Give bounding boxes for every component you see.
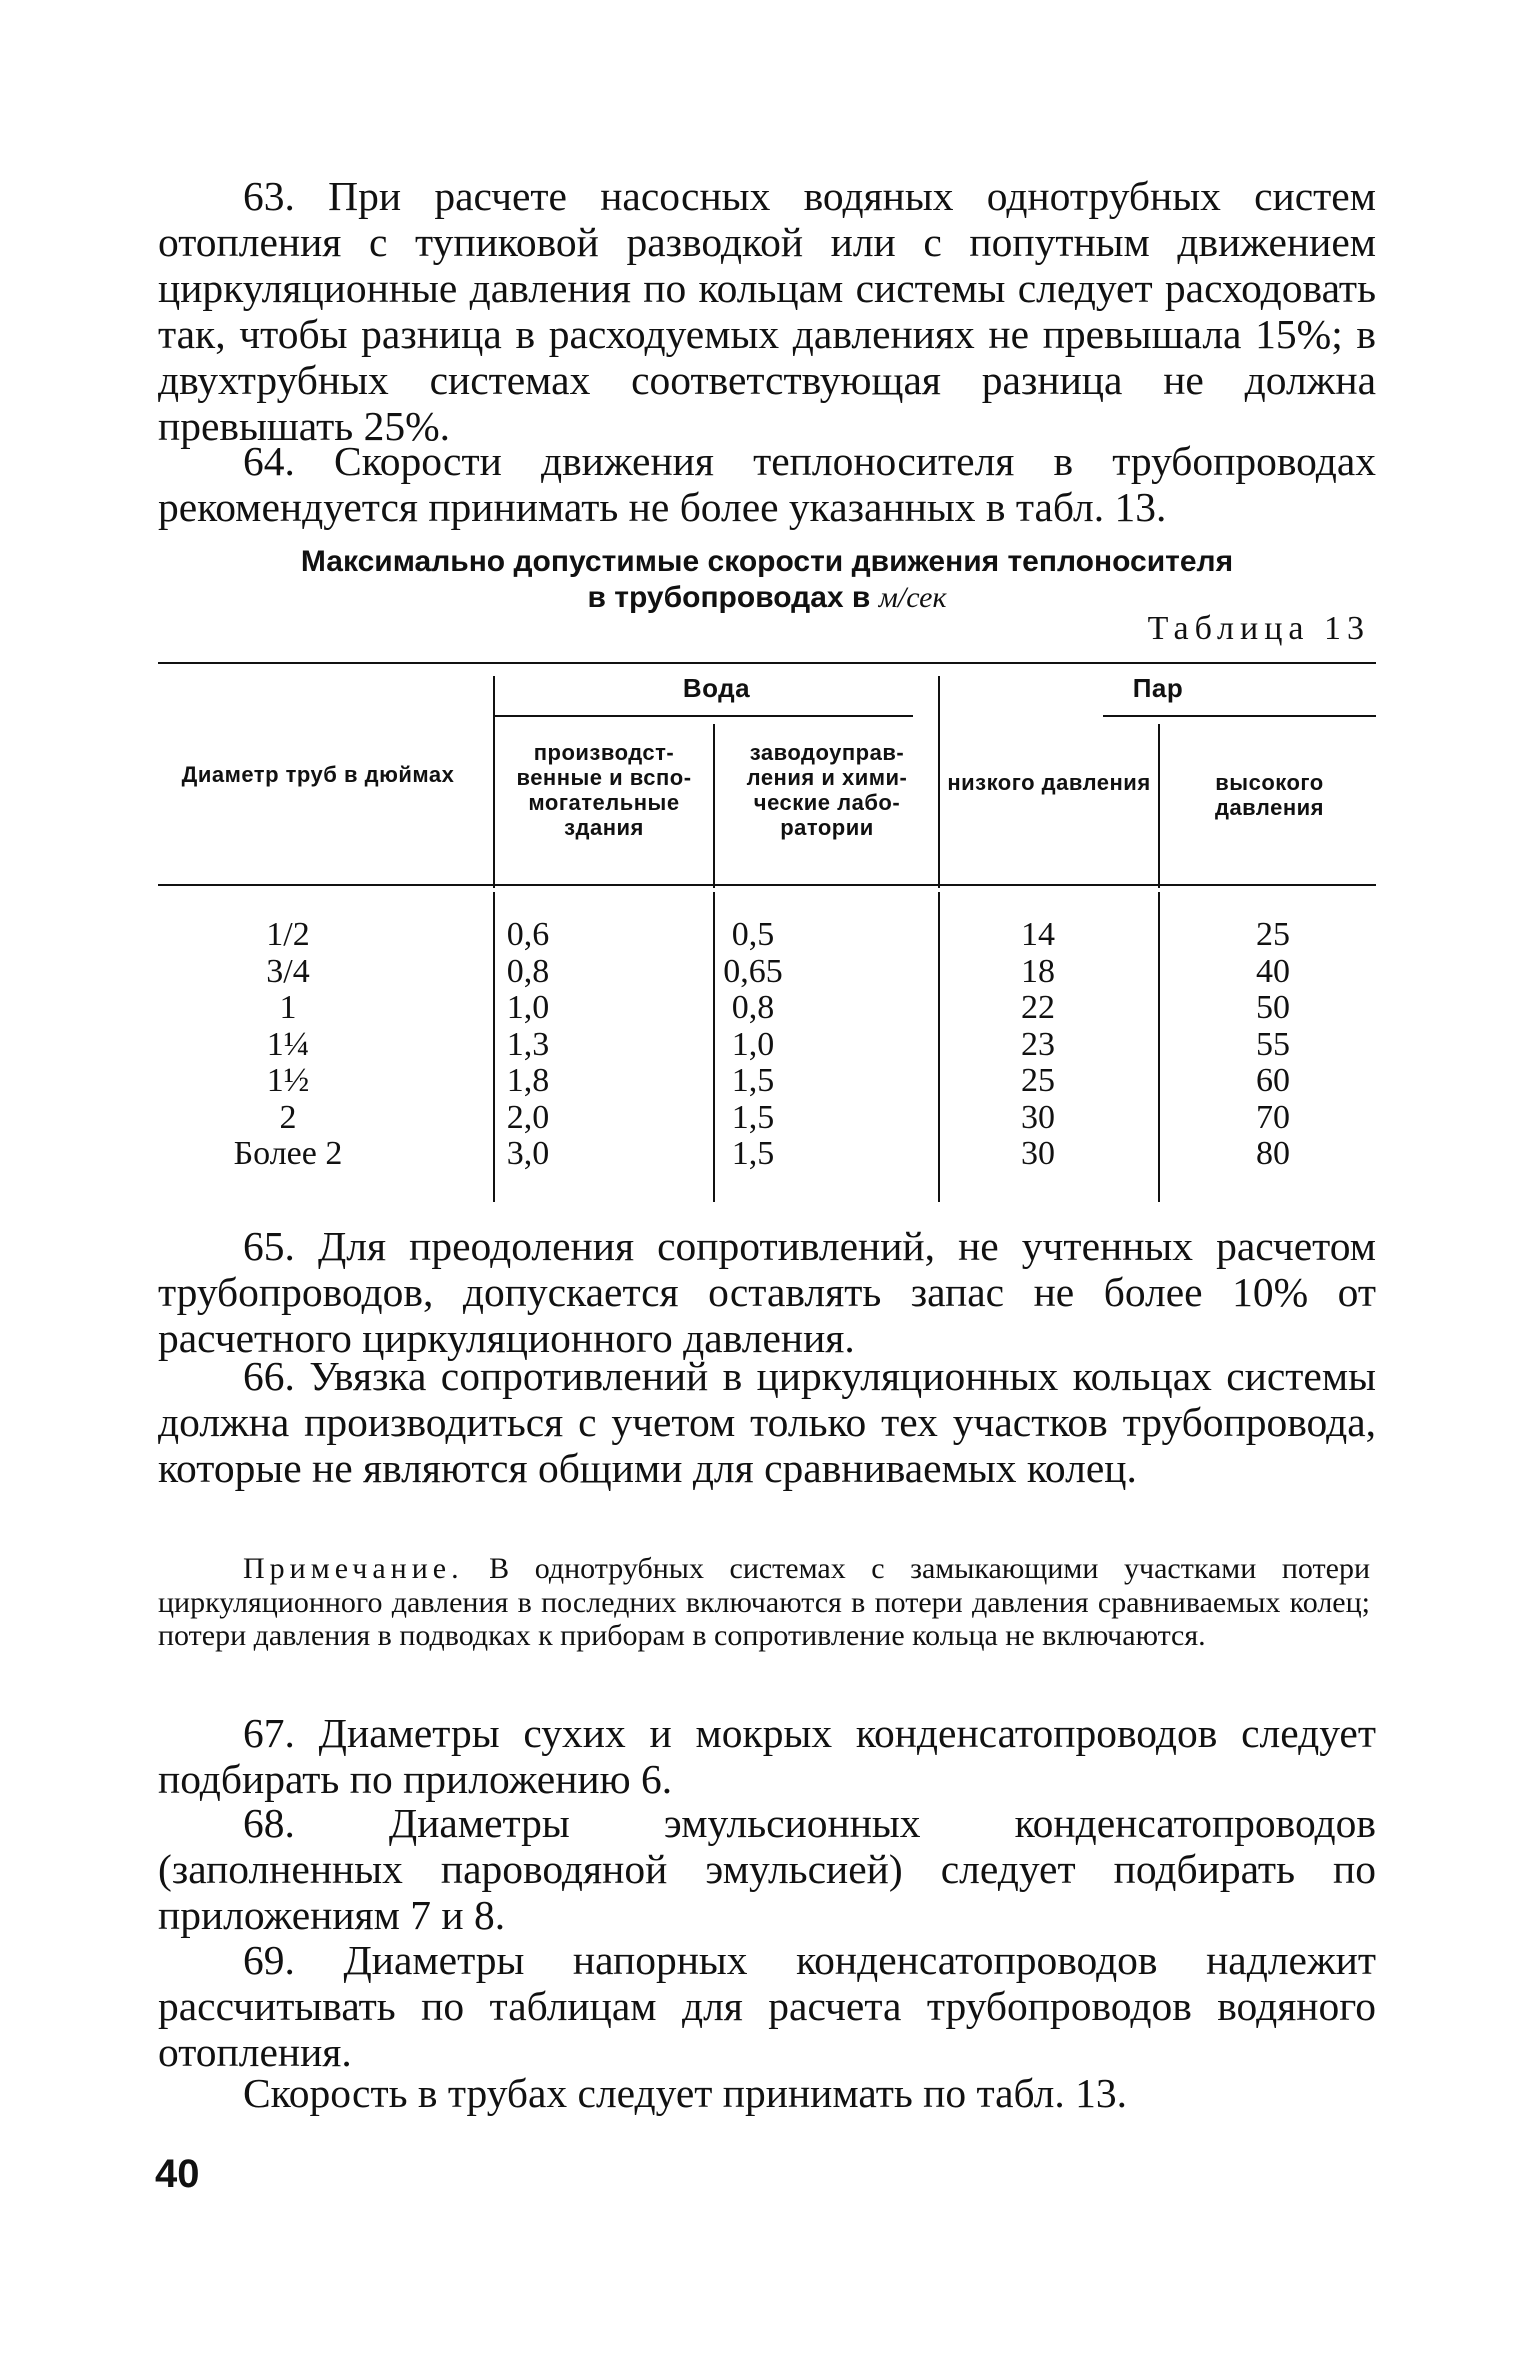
table-cell: 3,0	[506, 1135, 550, 1172]
table-cell: 70	[1256, 1098, 1290, 1136]
table-cell: 1,8	[506, 1062, 550, 1099]
steam-group-rule	[1103, 715, 1376, 717]
header-bottom-rule	[158, 884, 1376, 886]
table-cell: 1¼	[266, 1025, 310, 1063]
paragraph-speed: Скорость в трубах следует принимать по табл. 13.	[243, 2070, 1127, 2116]
table-cell: 1/2	[266, 916, 310, 953]
table-cell: 1,3	[506, 1025, 550, 1063]
water-group-rule	[493, 715, 913, 717]
column-plant	[698, 917, 808, 1173]
paragraph-64: 64. Скорости движения теплоносителя в трубопроводах рекомендуется принимать не более указанных в табл. 13.	[158, 438, 1376, 530]
col-divider-3-body	[938, 892, 940, 1202]
table-cell: 25	[1021, 1062, 1055, 1099]
table-cell: 0,65	[723, 952, 783, 990]
table-cell: 0,8	[731, 989, 775, 1026]
table-cell: 14	[1021, 916, 1055, 953]
table-cell: 80	[1256, 1135, 1290, 1172]
column-steam-low	[993, 917, 1083, 1173]
column-steam-high	[1228, 917, 1318, 1173]
table-cell: 1½	[266, 1062, 310, 1099]
header-diameter: Диаметр труб в дюймах	[181, 762, 455, 787]
col-divider-3	[938, 676, 940, 888]
header-production: производст-венные и вспо-могательные здания	[516, 740, 692, 840]
table-cell: 1,5	[731, 1135, 775, 1172]
velocity-table	[158, 662, 1376, 1202]
table-number: Таблица 13	[1147, 610, 1370, 647]
col-divider-4	[1158, 724, 1160, 888]
note	[158, 1552, 1370, 1653]
table-cell: 0,5	[731, 916, 775, 953]
header-plant: заводоуправ-ления и хими-ческие лабо-ратории	[746, 740, 908, 840]
table-title: Максимально допустимые скорости движения теплоносителя в трубопроводах в м/сек	[300, 545, 1234, 614]
table-cell: 40	[1256, 952, 1290, 990]
col-divider-1	[493, 676, 495, 888]
table-cell: 2	[279, 1098, 297, 1136]
header-steam: Пар	[1132, 673, 1184, 703]
col-divider-4-body	[1158, 892, 1160, 1202]
paragraph-67: 67. Диаметры сухих и мокрых конденсатопроводов следует подбирать по приложению 6.	[158, 1710, 1376, 1802]
table-cell: 50	[1256, 989, 1290, 1026]
note-label: Примечание.	[243, 1552, 464, 1585]
table-cell: 18	[1021, 952, 1055, 990]
table-cell: 30	[1021, 1098, 1055, 1136]
table-cell: 1,5	[731, 1098, 775, 1136]
table-cell: 25	[1256, 916, 1290, 953]
header-steam-low: низкого давления	[947, 770, 1151, 795]
note-text: В однотрубных системах с замыкающими участками потери циркуляционного давления в последних включаются в потери давления сравниваемых колец; потери давления в подводках к приборам в сопротивление кольца не включаются.	[158, 1552, 1371, 1652]
table-top-rule	[158, 662, 1376, 664]
page-number: 40	[155, 2152, 200, 2196]
table-cell: 60	[1256, 1062, 1290, 1099]
paragraph-66: 66. Увязка сопротивлений в циркуляционных кольцах системы должна производиться с учетом только тех участков трубопровода, которые не являются общими для сравниваемых колец.	[158, 1353, 1376, 1491]
table-cell: 0,8	[506, 952, 550, 990]
column-diameter	[213, 917, 363, 1173]
table-cell: 1,0	[731, 1025, 775, 1063]
table-cell: 30	[1021, 1135, 1055, 1172]
table-cell: 1,5	[731, 1062, 775, 1099]
paragraph-68: 68. Диаметры эмульсионных конденсатопроводов (заполненных пароводяной эмульсией) следует подбирать по приложениям 7 и 8.	[158, 1800, 1376, 1938]
paragraph-65: 65. Для преодоления сопротивлений, не учтенных расчетом трубопроводов, допускается оставлять запас не более 10% от расчетного циркуляционного давления.	[158, 1223, 1376, 1361]
table-cell: Более 2	[233, 1135, 343, 1172]
table-cell: 2,0	[506, 1098, 550, 1136]
table-cell: 1,0	[506, 989, 550, 1026]
paragraph-69: 69. Диаметры напорных конденсатопроводов надлежит рассчитывать по таблицам для расчета трубопроводов водяного отопления.	[158, 1937, 1376, 2075]
column-production	[478, 917, 578, 1173]
paragraph-63: 63. При расчете насосных водяных однотрубных систем отопления с тупиковой разводкой или с попутным движением циркуляционные давления по кольцам системы следует расходовать так, чтобы разница в расходуемых давлениях не превышала 15%; в двухтрубных системах соответствующая разница не должна превышать 25%.	[158, 173, 1376, 449]
table-cell: 3/4	[266, 952, 310, 990]
col-divider-2	[713, 724, 715, 888]
header-water: Вода	[682, 673, 751, 703]
table-cell: 1	[279, 989, 297, 1026]
table-cell: 0,6	[506, 916, 550, 953]
table-cell: 22	[1021, 989, 1055, 1026]
table-cell: 23	[1021, 1025, 1055, 1063]
table-cell: 55	[1256, 1025, 1290, 1063]
header-steam-high: высокого давления	[1214, 770, 1324, 820]
